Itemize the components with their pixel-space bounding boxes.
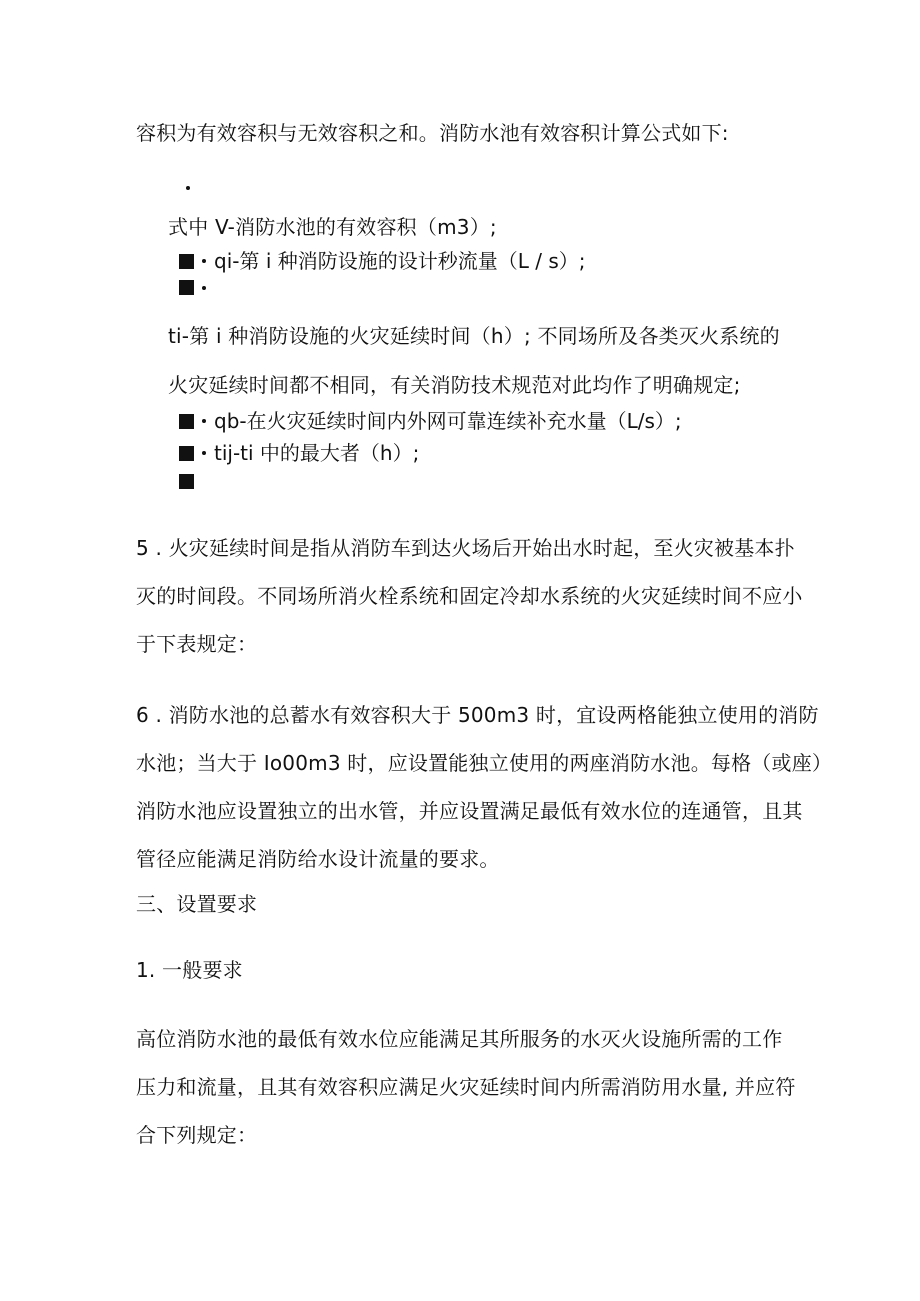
final-line1: 高位消防水池的最低有效水位应能满足其所服务的水灭火设施所需的工作 xyxy=(136,1027,783,1051)
dot-icon xyxy=(202,451,206,455)
bullet-qi-text: qi-第 i 种消防设施的设计秒流量（L / s）; xyxy=(214,249,586,273)
intro-text: 容积为有效容积与无效容积之和。消防水池有效容积计算公式如下: xyxy=(136,121,729,145)
bullet-empty xyxy=(179,280,214,295)
item6-line3: 消防水池应设置独立的出水管，并应设置满足最低有效水位的连通管，且其 xyxy=(136,799,803,823)
square-bullet-icon xyxy=(179,254,194,269)
ti-text-line2: 火灾延续时间都不相同，有关消防技术规范对此均作了明确规定; xyxy=(168,373,741,397)
item5-line3: 于下表规定： xyxy=(136,632,258,656)
item6-line4: 管径应能满足消防给水设计流量的要求。 xyxy=(136,847,500,871)
square-bullet-icon xyxy=(179,446,194,461)
bullet-trailing xyxy=(179,474,202,489)
item5-line1: 5 . 火灾延续时间是指从消防车到达火场后开始出水时起，至火灾被基本扑 xyxy=(136,536,795,560)
subsection-heading: 1. 一般要求 xyxy=(136,958,243,982)
ti-text-line1: ti-第 i 种消防设施的火灾延续时间（h）; 不同场所及各类灭火系统的 xyxy=(168,324,780,348)
bullet-tij-text: tij-ti 中的最大者（h）; xyxy=(214,441,420,465)
formula-dot xyxy=(186,186,190,190)
square-bullet-icon xyxy=(179,474,194,489)
final-line3: 合下列规定： xyxy=(136,1123,258,1147)
section-heading: 三、设置要求 xyxy=(136,892,258,916)
item5-line2: 灭的时间段。不同场所消火栓系统和固定冷却水系统的火灾延续时间不应小 xyxy=(136,584,803,608)
square-bullet-icon xyxy=(179,414,194,429)
item6-line2: 水池；当大于 Io00m3 时，应设置能独立使用的两座消防水池。每格（或座） xyxy=(136,751,833,775)
item6-line1: 6 . 消防水池的总蓄水有效容积大于 500m3 时，宜设两格能独立使用的消防 xyxy=(136,703,819,727)
bullet-qb xyxy=(179,409,682,433)
square-bullet-icon xyxy=(179,280,194,295)
dot-icon xyxy=(202,286,206,290)
formula-where-text: 式中 V-消防水池的有效容积（m3）; xyxy=(168,215,497,239)
final-line2: 压力和流量，且其有效容积应满足火灾延续时间内所需消防用水量, 并应符 xyxy=(136,1075,796,1099)
bullet-qi xyxy=(179,249,586,273)
bullet-tij xyxy=(179,441,419,465)
dot-icon xyxy=(202,419,206,423)
bullet-qb-text: qb-在火灾延续时间内外网可靠连续补充水量（L/s）; xyxy=(214,409,682,433)
dot-icon xyxy=(202,259,206,263)
